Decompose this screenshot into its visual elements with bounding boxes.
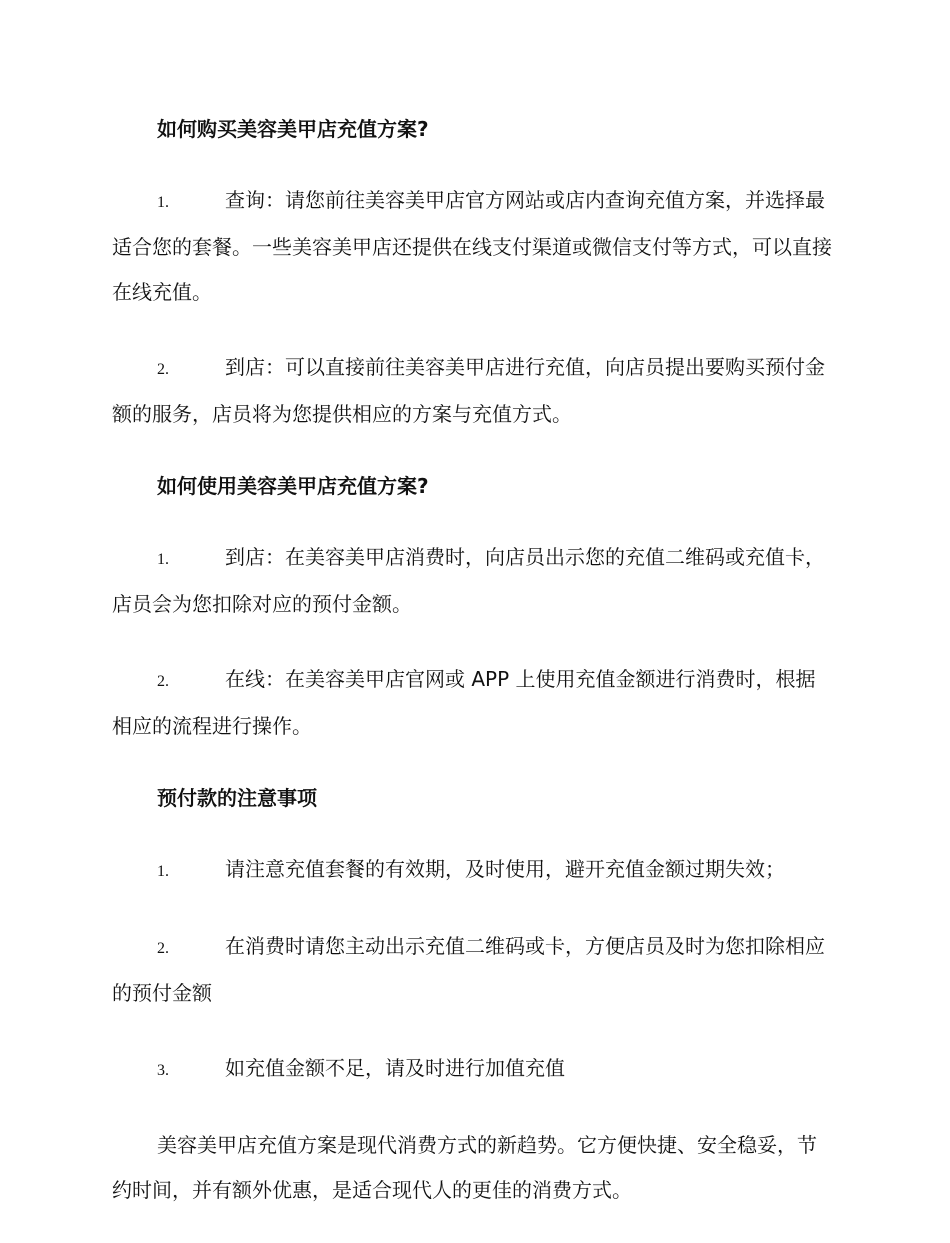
section-heading: 如何使用美容美甲店充值方案? (157, 474, 429, 498)
document-body (112, 110, 834, 1243)
list-item-text: 在线：在美容美甲店官网或 APP 上使用充值金额进行消费时，根据相应的流程进行操作。 (112, 667, 816, 738)
list-item-text: 查询：请您前往美容美甲店官方网站或店内查询充值方案，并选择最适合您的套餐。一些美容美甲店还提供在线支付渠道或微信支付等方式，可以直接在线充值。 (112, 188, 832, 304)
list-item (112, 178, 834, 315)
section-heading: 如何购买美容美甲店充值方案? (157, 117, 429, 141)
list-number: 2. (157, 361, 169, 378)
list-item-text: 到店：在美容美甲店消费时，向店员出示您的充值二维码或充值卡，店员会为您扣除对应的预付金额。 (112, 545, 825, 616)
list-item (112, 657, 834, 749)
conclusion-paragraph: 美容美甲店充值方案是现代消费方式的新趋势。它方便快捷、安全稳妥，节约时间，并有额外优惠，是适合现代人的更佳的消费方式。 (112, 1133, 817, 1202)
list-item-text: 到店：可以直接前往美容美甲店进行充值，向店员提出要购买预付金额的服务，店员将为您提供相应的方案与充值方式。 (112, 355, 825, 426)
section-heading: 预付款的注意事项 (157, 786, 317, 810)
list-item (112, 847, 834, 894)
list-number: 2. (157, 673, 169, 690)
list-number: 2. (157, 940, 169, 957)
list-item (112, 535, 834, 627)
list-item-text: 在消费时请您主动出示充值二维码或卡，方便店员及时为您扣除相应的预付金额 (112, 934, 825, 1005)
list-number: 3. (157, 1062, 169, 1079)
list-item (112, 345, 834, 437)
list-number: 1. (157, 194, 169, 211)
list-item (112, 1046, 834, 1093)
list-item-text: 请注意充值套餐的有效期，及时使用，避开充值金额过期失效； (225, 857, 785, 881)
list-item (112, 924, 834, 1016)
list-number: 1. (157, 551, 169, 568)
list-number: 1. (157, 863, 169, 880)
list-item-text: 如充值金额不足，请及时进行加值充值 (225, 1056, 565, 1080)
